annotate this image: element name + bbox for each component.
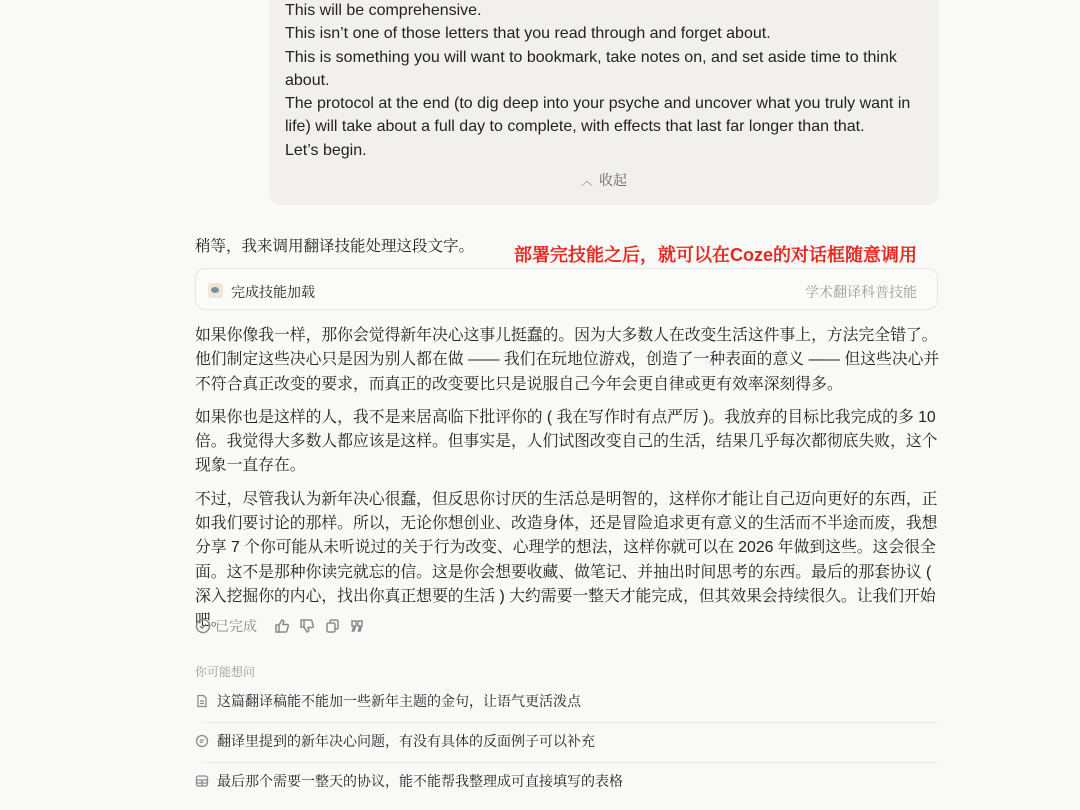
- suggestions-title: 你可能想问: [195, 665, 256, 679]
- thumbs-up-icon[interactable]: [274, 618, 290, 634]
- assistant-answer: [195, 324, 943, 643]
- annotation-text: 部署完技能之后，就可以在Coze的对话框随意调用: [514, 245, 918, 265]
- suggestion-item[interactable]: [195, 722, 937, 760]
- completed-label: 已完成: [215, 618, 257, 634]
- quote-line: life) will take about a full day to complete, with effects that last far longer than that.: [285, 118, 865, 136]
- quoted-source-card: [269, 0, 939, 205]
- collapse-button[interactable]: [269, 170, 939, 190]
- skill-load-card[interactable]: [195, 268, 938, 310]
- quote-line: This isn’t one of those letters that you read through and forget about.: [285, 25, 771, 43]
- suggestion-text: 这篇翻译稿能不能加一些新年主题的金句，让语气更活泼点: [217, 693, 581, 709]
- quoted-text: [285, 0, 915, 162]
- answer-paragraph: 如果你像我一样，那你会觉得新年决心这事儿挺蠢的。因为大多数人在改变生活这件事上，方法完全错了。他们制定这些决心只是因为别人都在做 —— 我们在玩地位游戏，创造了一种表面的意义 —— 但这些决心并不符合真正改变的要求，而真正的改变要比只是说服自己今年会更自律或更有效率深刻得多。: [195, 327, 940, 393]
- document-icon: [195, 694, 209, 708]
- message-actions: [195, 616, 365, 636]
- quote-line: This will be comprehensive.: [285, 2, 482, 19]
- skill-name: 学术翻译科普技能: [805, 284, 917, 300]
- copy-icon[interactable]: [324, 618, 340, 634]
- suggestion-item[interactable]: [195, 682, 937, 720]
- table-icon: [195, 774, 209, 788]
- answer-paragraph: 如果你也是这样的人，我不是来居高临下批评你的 ( 我在写作时有点严厉 )。我放弃的目标比我完成的多 10 倍。我觉得大多数人都应该是这样。但事实是，人们试图改变自己的生活，结果几乎每次都彻底失败，这个现象一直存在。: [195, 408, 938, 475]
- suggestion-text: 翻译里提到的新年决心问题，有没有具体的反面例子可以补充: [217, 733, 595, 749]
- completed-status: [195, 616, 257, 636]
- answer-paragraph: 不过，尽管我认为新年决心很蠢，但反思你讨厌的生活总是明智的，这样你才能让自己迈向更好的东西，正如我们要讨论的那样。所以，无论你想创业、改造身体，还是冒险追求更有意义的生活而不半途而废，我想分享 7 个你可能从未听说过的关于行为改变、心理学的想法，这样你就可以在 2026 年做到这些。这会很全面。这不是那种你读完就忘的信。这是你会想要收藏、做笔记、并抽出时间思考的东西。最后的那套协议 ( 深入挖掘你的内心，找出你真正想要的生活 ) 大约需要一整天才能完成，但其效果会持续很久。让我们开始吧。: [195, 490, 938, 630]
- chevron-up-icon: ︿: [580, 174, 593, 188]
- collapse-label: 收起: [599, 172, 627, 188]
- suggestion-item[interactable]: [195, 762, 937, 800]
- quote-line: about.: [285, 71, 330, 89]
- thumbs-down-icon[interactable]: [299, 618, 315, 634]
- suggestion-text: 最后那个需要一整天的协议，能不能帮我整理成可直接填写的表格: [217, 773, 623, 789]
- quote-icon[interactable]: [349, 618, 365, 634]
- assistant-intro: 稍等，我来调用翻译技能处理这段文字。: [195, 238, 475, 255]
- check-circle-icon: [195, 618, 211, 634]
- quote-line: Let’s begin.: [285, 141, 367, 159]
- skill-icon: [208, 283, 223, 298]
- quote-line: This is something you will want to bookmark, take notes on, and set aside time to think: [285, 48, 897, 66]
- skill-status: 完成技能加载: [231, 284, 315, 300]
- quote-line: The protocol at the end (to dig deep into your psyche and uncover what you truly want in: [285, 95, 911, 113]
- chat-bubble-icon: [195, 734, 209, 748]
